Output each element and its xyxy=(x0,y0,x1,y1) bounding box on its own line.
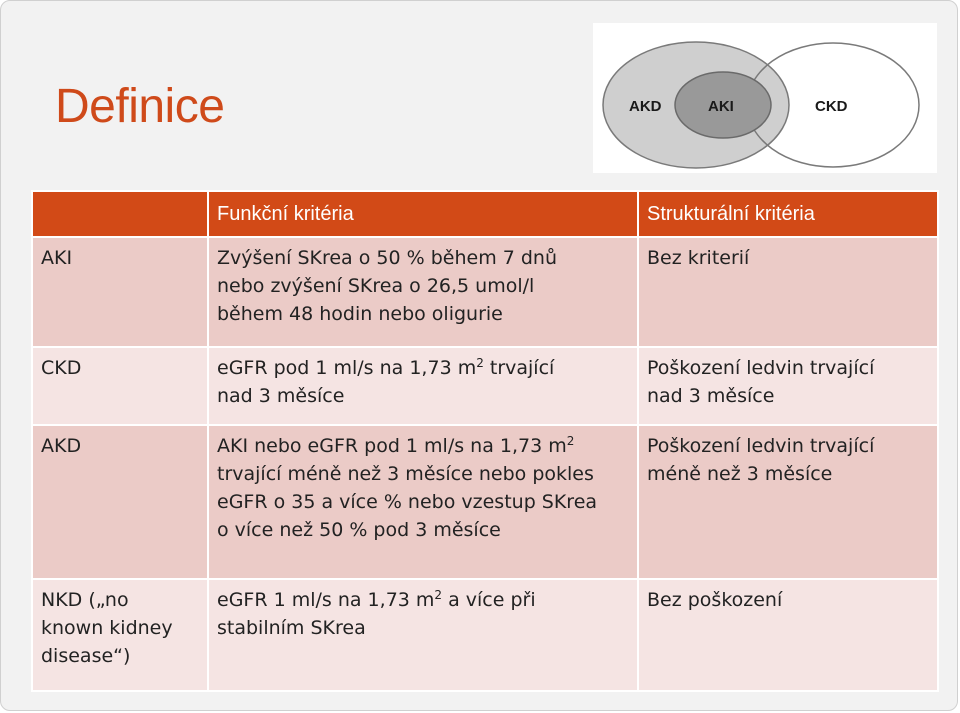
cell-line: nad 3 měsíce xyxy=(217,385,345,407)
text-part: eGFR 1 ml/s na 1,73 m xyxy=(217,589,435,611)
row-label: CKD xyxy=(32,347,208,425)
cell-line: nebo zvýšení SKrea o 26,5 umol/l xyxy=(217,275,535,297)
venn-label-ckd: CKD xyxy=(815,98,848,115)
table-row-aki xyxy=(32,237,938,347)
structural-cell xyxy=(638,347,938,425)
header-empty xyxy=(32,191,208,237)
cell-line: Poškození ledvin trvající xyxy=(647,435,875,457)
functional-cell xyxy=(208,237,638,347)
cell-line: known kidney xyxy=(41,617,173,639)
functional-cell xyxy=(208,579,638,691)
cell-line: disease“) xyxy=(41,645,131,667)
header-functional: Funkční kritéria xyxy=(208,191,638,237)
cell-line: eGFR o 35 a více % nebo vzestup SKrea xyxy=(217,491,598,513)
row-label: AKI xyxy=(32,237,208,347)
cell-line: Bez kriterií xyxy=(647,247,750,269)
cell-line: Zvýšení SKrea o 50 % během 7 dnů xyxy=(217,247,558,269)
superscript: 2 xyxy=(434,588,443,602)
cell-line: nad 3 měsíce xyxy=(647,385,775,407)
cell-line: trvající méně než 3 měsíce nebo pokles xyxy=(217,463,594,485)
cell-line xyxy=(217,354,629,382)
criteria-table xyxy=(31,190,939,692)
superscript: 2 xyxy=(476,356,484,370)
table-row-akd xyxy=(32,425,938,579)
venn-svg xyxy=(593,23,937,173)
venn-label-akd: AKD xyxy=(629,98,662,115)
text-part: trvající xyxy=(483,357,555,379)
cell-line: méně než 3 měsíce xyxy=(647,463,833,485)
row-label: AKD xyxy=(32,425,208,579)
superscript: 2 xyxy=(566,434,575,448)
text-part: eGFR pod 1 ml/s na 1,73 m xyxy=(217,357,477,379)
header-structural: Strukturální kritéria xyxy=(638,191,938,237)
table-row-nkd xyxy=(32,579,938,691)
structural-cell xyxy=(638,579,938,691)
row-label xyxy=(32,579,208,691)
cell-line: stabilním SKrea xyxy=(217,617,366,639)
structural-cell xyxy=(638,425,938,579)
cell-line: Poškození ledvin trvající xyxy=(647,357,875,379)
functional-cell xyxy=(208,425,638,579)
structural-cell xyxy=(638,237,938,347)
text-part: AKI nebo eGFR pod 1 ml/s na 1,73 m xyxy=(217,435,567,457)
cell-line xyxy=(217,432,629,460)
cell-line: Bez poškození xyxy=(647,589,783,611)
table-row-ckd xyxy=(32,347,938,425)
header-row xyxy=(32,191,938,237)
slide-title: Definice xyxy=(55,80,225,133)
cell-line: o více než 50 % pod 3 měsíce xyxy=(217,519,501,541)
venn-diagram xyxy=(593,23,937,173)
text-part: a více při xyxy=(442,589,536,611)
venn-label-aki: AKI xyxy=(708,98,734,115)
functional-cell xyxy=(208,347,638,425)
cell-line: během 48 hodin nebo oligurie xyxy=(217,303,503,325)
cell-line xyxy=(217,586,629,614)
cell-line: NKD („no xyxy=(41,589,129,611)
